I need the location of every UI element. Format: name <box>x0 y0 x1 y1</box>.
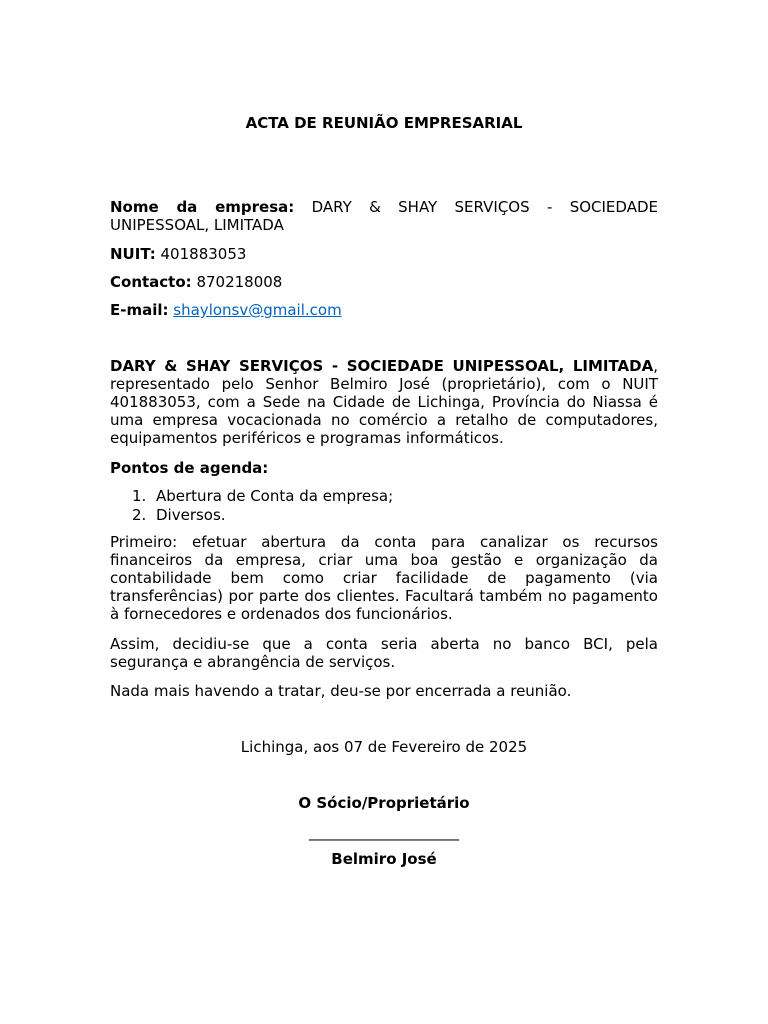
agenda-list <box>110 487 658 525</box>
list-item <box>110 487 658 506</box>
intro-company-name: DARY & SHAY SERVIÇOS - SOCIEDADE UNIPESSOAL, LIMITADA <box>110 357 654 375</box>
agenda-title: Pontos de agenda: <box>110 459 269 477</box>
nuit-value: 401883053 <box>160 245 247 263</box>
contact-field <box>110 273 658 291</box>
agenda-heading <box>110 459 658 477</box>
company-name-value: DARY & SHAY SERVIÇOS - SOCIEDADE UNIPESSOAL, LIMITADA <box>110 198 658 234</box>
contact-label: Contacto: <box>110 273 192 291</box>
nuit-label: NUIT: <box>110 245 156 263</box>
list-item <box>110 506 658 525</box>
list-item-text: Diversos. <box>156 506 226 524</box>
signatory-role: O Sócio/Proprietário <box>298 794 470 812</box>
signatory-name: Belmiro José <box>331 850 437 868</box>
list-item-text: Abertura de Conta da empresa; <box>156 487 394 505</box>
paragraph-closing: Nada mais havendo a tratar, deu-se por encerrada a reunião. <box>110 682 572 700</box>
signature-line: ____________________ <box>309 823 459 841</box>
nuit-field <box>110 245 658 263</box>
paragraph-bank-decision: Assim, decidiu-se que a conta seria aberta no banco BCI, pela segurança e abrangência de serviços. <box>110 635 658 671</box>
company-name-field <box>110 198 658 234</box>
intro-paragraph <box>110 357 658 447</box>
email-link[interactable]: shaylonsv@gmail.com <box>173 301 342 319</box>
contact-value: 870218008 <box>196 273 283 291</box>
place-date: Lichinga, aos 07 de Fevereiro de 2025 <box>240 738 528 756</box>
intro-text: , representado pelo Senhor Belmiro José (proprietário), com o NUIT 401883053, com a Sede na Cidade de Lichinga, Província do Niassa é uma empresa vocacionada no comércio a retalho de computadores, equipamentos periféricos e programas informáticos. <box>110 357 658 447</box>
list-item-number: 1. <box>132 487 147 505</box>
paragraph-first: Primeiro: efetuar abertura da conta para canalizar os recursos financeiros da empresa, criar uma boa gestão e organização da contabilidade bem como criar facilidade de pagamento (via transferências) por parte dos clientes. Facultará também no pagamento à fornecedores e ordenados dos funcionários. <box>110 533 658 623</box>
list-item-number: 2. <box>132 506 147 524</box>
company-name-label: Nome da empresa: <box>110 198 295 216</box>
document-title: ACTA DE REUNIÃO EMPRESARIAL <box>245 114 523 132</box>
email-label: E-mail: <box>110 301 169 319</box>
email-field <box>110 301 658 319</box>
